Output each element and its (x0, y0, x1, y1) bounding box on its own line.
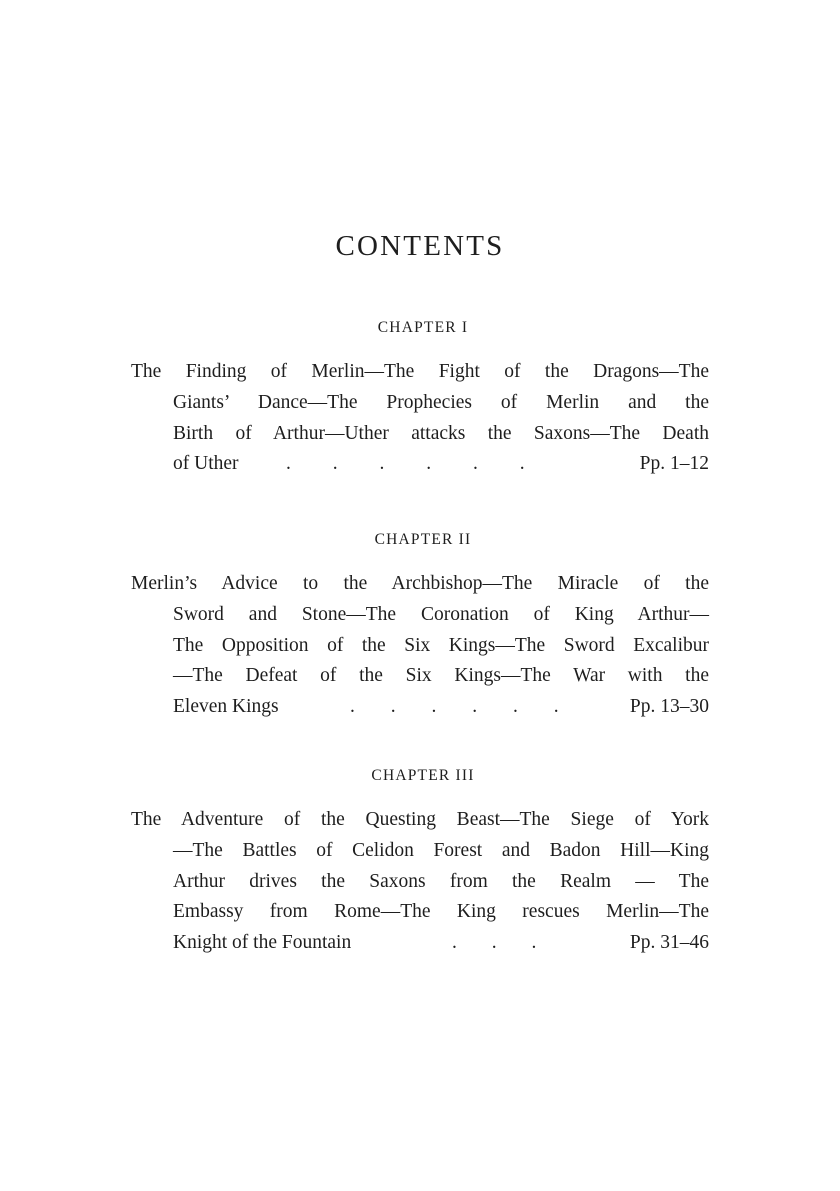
summary-line: The Opposition of the Six Kings—The Sword Excalibur (173, 634, 709, 656)
summary-last-text: Knight of the Fountain (173, 932, 352, 954)
summary-line: Embassy from Rome—The King rescues Merlin—The (173, 901, 709, 923)
chapter-summary (131, 569, 709, 723)
summary-line: The Adventure of the Questing Beast—The Siege of York (131, 809, 709, 830)
summary-line: —The Defeat of the Six Kings—The War with the (173, 665, 709, 687)
summary-last-line (131, 449, 709, 480)
summary-last-text: Eleven Kings (173, 696, 279, 718)
chapter-2 (0, 530, 840, 723)
summary-line: The Finding of Merlin—The Fight of the Dragons—The (131, 361, 709, 382)
summary-last-line (131, 692, 709, 723)
dot-leader: . . . . . . (286, 453, 525, 475)
summary-line: Birth of Arthur—Uther attacks the Saxons—The Death (173, 422, 709, 444)
chapter-summary (131, 805, 709, 959)
chapter-summary (131, 357, 709, 480)
summary-line: Arthur drives the Saxons from the Realm — The (173, 870, 709, 892)
summary-line: Giants’ Dance—The Prophecies of Merlin and the (173, 391, 709, 413)
chapter-3 (0, 766, 840, 959)
summary-last-text: of Uther (173, 453, 239, 475)
dot-leader: . . . (452, 932, 537, 954)
dot-leader: . . . . . . (350, 696, 559, 718)
summary-last-line (131, 928, 709, 959)
page-title: CONTENTS (335, 230, 505, 262)
page-range: Pp. 31–46 (629, 932, 709, 954)
summary-line: —The Battles of Celidon Forest and Badon Hill—King (173, 839, 709, 861)
chapter-heading: CHAPTER III (371, 767, 475, 784)
chapter-1 (0, 318, 840, 480)
chapter-heading: CHAPTER I (377, 319, 469, 336)
chapter-heading: CHAPTER II (374, 531, 472, 548)
summary-line: Sword and Stone—The Coronation of King Arthur— (173, 603, 709, 625)
page-range: Pp. 1–12 (639, 453, 709, 475)
summary-line: Merlin’s Advice to the Archbishop—The Miracle of the (131, 573, 709, 594)
page-range: Pp. 13–30 (629, 696, 709, 718)
